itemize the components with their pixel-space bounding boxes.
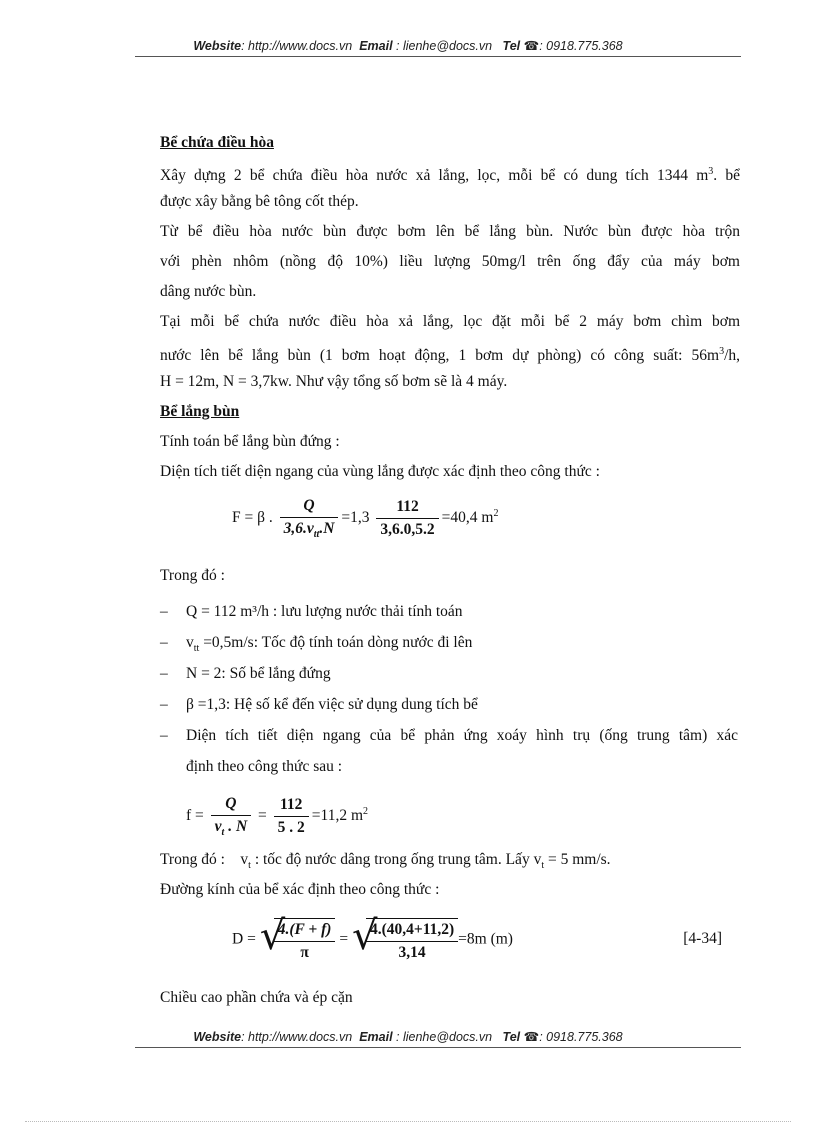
list-item: – Diện tích tiết diện ngang của bể phản ứng xoáy hình trụ (ống trung tâm) xác [160, 727, 738, 744]
email-value[interactable]: : lienhe@docs.vn [396, 1030, 493, 1044]
phone-icon: ☎ [523, 1030, 540, 1044]
vt-line: Trong đó : $v_t$ : tốc độ nước dâng trong ống trung tâm. Lấy $v_t = 5$ mm/s. [160, 851, 611, 872]
line-dien-tich: Diện tích tiết diện ngang của vùng lắng được xác định theo công thức : [160, 463, 600, 480]
sqrt-symbol-2: √ $\frac{4.(40,4+11,2)}{3,14}$ [352, 918, 458, 962]
email-label: Email [359, 39, 393, 53]
phone-icon: ☎ [523, 39, 540, 53]
fraction-q-over-vt: $\frac{Q}{v_t . N}$ [211, 795, 252, 838]
page-footer [0, 1029, 816, 1044]
website-label: Website [193, 39, 242, 53]
fraction-q-over-den: $\frac{Q}{3,6.v_{tt}.N}$ [280, 497, 339, 540]
list-item-cont: định theo công thức sau : [186, 758, 343, 775]
email-value[interactable]: : lienhe@docs.vn [396, 39, 493, 53]
website-label: Website [193, 1030, 242, 1044]
website-value[interactable]: : http://www.docs.vn [241, 1030, 353, 1044]
list-item: – N = 2: Số bể lắng đứng [160, 665, 331, 682]
footer-rule [135, 1047, 741, 1048]
tel-label: Tel [502, 39, 521, 53]
tel-value: : 0918.775.368 [539, 1030, 623, 1044]
line-tinh-toan: Tính toán bể lắng bùn đứng : [160, 433, 340, 450]
page-header [0, 38, 816, 53]
tel-label: Tel [502, 1030, 521, 1044]
para2c: dâng nước bùn. [160, 283, 257, 300]
equation-reference: [4-34] [683, 930, 722, 947]
list-item: – $v_{tt} =0,5m/s$: Tốc độ tính toán dòng nước đi lên [160, 634, 473, 655]
tel-value: : 0918.775.368 [539, 39, 623, 53]
para1a: Xây dựng 2 bể chứa điều hòa nước xả lắng, lọc, mỗi bể có dung tích 1344 $m^3$. bể [160, 166, 740, 185]
para3b: nước lên bể lắng bùn (1 bơm hoạt động, 1 bơm dự phòng) có công suất: $56m^3/h$, [160, 346, 740, 365]
header-rule [135, 56, 741, 57]
fraction-112-over-10: $\frac{112}{5 . 2}$ [274, 796, 309, 837]
para2a: Từ bể điều hòa nước bùn được bơm lên bể lắng bùn. Nước bùn được hòa trộn [160, 223, 740, 240]
para1b: được xây bằng bê tông cốt thép. [160, 193, 359, 210]
sqrt-symbol-1: √ $\frac{4.(F + f)}{\pi}$ [260, 918, 336, 962]
diameter-line: Đường kính của bể xác định theo công thức : [160, 881, 440, 898]
fraction-112: $\frac{112}{3,6.0,5.2}$ [376, 498, 438, 539]
para3c: H = 12m, N = 3,7kw. Như vậy tổng số bơm sẽ là 4 máy. [160, 373, 508, 390]
page-bottom-border [25, 1121, 791, 1122]
last-line: Chiều cao phần chứa và ép cặn [160, 989, 353, 1006]
list-item: – β =1,3: Hệ số kể đến việc sử dụng dung tích bể [160, 696, 478, 713]
section-title-lang-bun: Bể lắng bùn [160, 403, 240, 420]
equation-f: f = $\frac{Q}{v_t . N}$ = $\frac{112}{5 . 2}$ =11,2 $m^2$ [186, 795, 369, 839]
para2b: với phèn nhôm (nồng độ 10%) liều lượng 50mg/l trên ống đẩy của máy bơm [160, 253, 740, 270]
equation-F: F = β . $\frac{Q}{3,6.v_{tt}.N}$ =1,3 $\frac{112}{3,6.0,5.2}$ =40,4 $m^2$ [232, 497, 499, 541]
website-value[interactable]: : http://www.docs.vn [241, 39, 353, 53]
para3a: Tại mỗi bể chứa nước điều hòa xả lắng, lọc đặt mỗi bể 2 máy bơm chìm bơm [160, 313, 740, 330]
equation-D: D = √ $\frac{4.(F + f)}{\pi}$ = √ $\frac{4.(40,4+11,2)}{3,14}$ =8m (m) [4-34] [232, 913, 722, 961]
trong-do-label: Trong đó : [160, 567, 225, 584]
list-item: – Q = 112 m³/h : lưu lượng nước thải tính toán [160, 603, 463, 620]
section-title-dieu-hoa: Bể chứa điều hòa [160, 134, 274, 151]
email-label: Email [359, 1030, 393, 1044]
